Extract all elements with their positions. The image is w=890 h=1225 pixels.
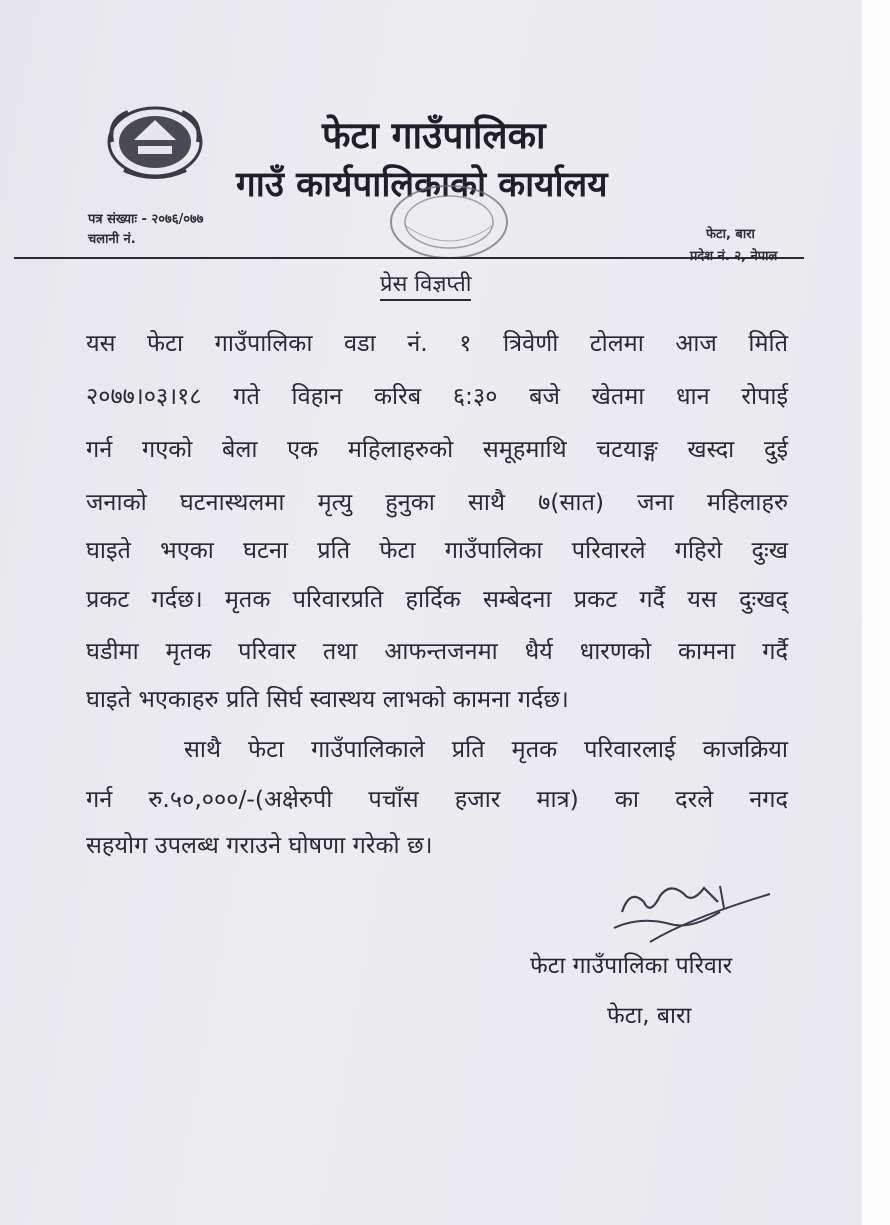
notice-line: प्रकट गर्दछ। मृतक परिवारप्रति हार्दिक सम्बेदना प्रकट गर्दै यस दुःखद् (86, 585, 788, 613)
signatory-name: फेटा गाउँपालिका परिवार (530, 953, 733, 979)
notice-line: घडीमा मृतक परिवार तथा आफन्तजनमा धैर्य धारणको कामना गर्दै (86, 637, 788, 665)
handwritten-signature-icon (600, 868, 780, 948)
notice-line: साथै फेटा गाउँपालिकाले प्रति मृतक परिवारलाई काजक्रिया (184, 735, 788, 763)
notice-line: यस फेटा गाउँपालिका वडा नं. १ त्रिवेणी टोलमा आज मिति (86, 329, 788, 357)
notice-line: जनाको घटनास्थलमा मृत्यु हुनुका साथै ७(सात) जना महिलाहरु (86, 488, 788, 516)
notice-line: गर्न गएको बेला एक महिलाहरुको समूहमाथि चटयाङ्ग खस्दा दुई (86, 435, 788, 463)
province (690, 246, 777, 264)
office-subtitle: गाउँ कार्यपालिकाको कार्यालय (236, 165, 608, 205)
letter-number: पत्र संख्याः - २०७६/०७७ (88, 212, 204, 227)
signatory-location: फेटा, बारा (607, 1003, 692, 1029)
place: फेटा, बारा (706, 227, 755, 242)
header-divider (14, 257, 804, 259)
notice-line: घाइते भएकाहरु प्रति सिर्घ स्वास्थय लाभको कामना गर्दछ। (86, 685, 569, 713)
notice-line: सहयोग उपलब्ध गराउने घोषणा गरेको छ। (86, 831, 433, 859)
notice-heading: प्रेस विज्ञप्ती (380, 268, 471, 301)
office-name: फेटा गाउँपालिका (322, 114, 546, 157)
notice-line: गर्न रु.५०,०००/-(अक्षेरुपी पचाँस हजार मात्र) का दरले नगद (86, 785, 788, 813)
notice-line: २०७७।०३।१८ गते विहान करिब ६:३० बजे खेतमा धान रोपाई (86, 382, 788, 410)
office-stamp-icon (384, 176, 514, 262)
page-edge (862, 0, 890, 1225)
notice-line: घाइते भएका घटना प्रति फेटा गाउँपालिका परिवारले गहिरो दुःख (86, 536, 788, 564)
nepal-emblem-icon (104, 100, 206, 180)
dispatch-number: चलानी नं. (88, 232, 136, 247)
